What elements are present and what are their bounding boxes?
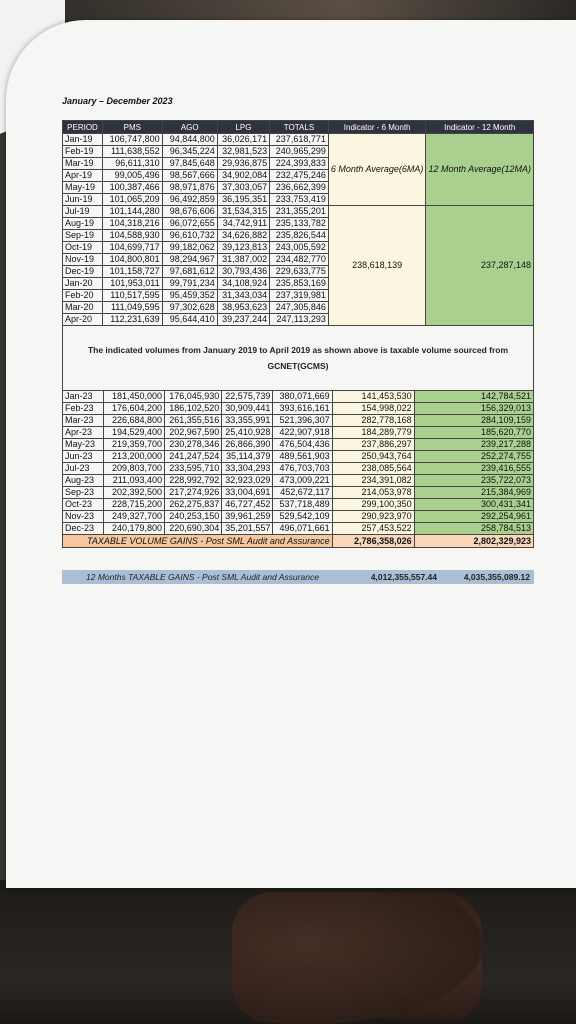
period-cell: Apr-19 xyxy=(63,170,103,182)
ma12-cell: 235,722,073 xyxy=(414,475,533,487)
ago-cell: 99,182,062 xyxy=(162,242,217,254)
pms-cell: 101,158,727 xyxy=(102,266,162,278)
period-cell: Mar-23 xyxy=(63,415,104,427)
ago-cell: 217,274,926 xyxy=(165,487,222,499)
pms-cell: 104,699,717 xyxy=(102,242,162,254)
lpg-cell: 39,123,813 xyxy=(217,242,269,254)
table-row xyxy=(63,206,534,218)
totals-cell: 235,853,169 xyxy=(270,278,329,290)
ma12-cell: 239,416,555 xyxy=(414,463,533,475)
ma6-cell: 238,085,564 xyxy=(332,463,414,475)
totals-cell: 247,305,846 xyxy=(270,302,329,314)
pms-cell: 211,093,400 xyxy=(103,475,164,487)
table-row xyxy=(63,403,534,415)
period-cell: Jun-19 xyxy=(63,194,103,206)
ma12-cell: 239,217,288 xyxy=(414,439,533,451)
ago-cell: 98,676,606 xyxy=(162,206,217,218)
totals-cell: 521,396,307 xyxy=(273,415,332,427)
lpg-cell: 34,626,882 xyxy=(217,230,269,242)
totals-cell: 240,965,299 xyxy=(270,146,329,158)
pms-cell: 101,953,011 xyxy=(102,278,162,290)
ago-cell: 96,345,224 xyxy=(162,146,217,158)
table-row xyxy=(63,511,534,523)
period-cell: Oct-23 xyxy=(63,499,104,511)
ago-cell: 202,967,590 xyxy=(165,427,222,439)
pms-cell: 240,179,800 xyxy=(103,523,164,535)
indicator-12ma-label: 12 Month Average(12MA) xyxy=(426,134,534,206)
ago-cell: 241,247,524 xyxy=(165,451,222,463)
lpg-cell: 39,961,259 xyxy=(222,511,273,523)
pms-cell: 213,200,000 xyxy=(103,451,164,463)
ago-cell: 176,045,930 xyxy=(165,391,222,403)
period-cell: Sep-23 xyxy=(63,487,104,499)
period-cell: Mar-19 xyxy=(63,158,103,170)
gains-6ma: 2,786,358,026 xyxy=(332,535,414,548)
totals-cell: 489,561,903 xyxy=(273,451,332,463)
ma6-cell: 250,943,764 xyxy=(332,451,414,463)
ma6-cell: 184,289,779 xyxy=(332,427,414,439)
period-cell: Mar-20 xyxy=(63,302,103,314)
totals-cell: 233,753,419 xyxy=(270,194,329,206)
pms-cell: 104,800,801 xyxy=(102,254,162,266)
totals-cell: 452,672,117 xyxy=(273,487,332,499)
lpg-cell: 26,866,390 xyxy=(222,439,273,451)
totals-cell: 422,907,918 xyxy=(273,427,332,439)
table-row xyxy=(63,415,534,427)
lpg-cell: 35,114,379 xyxy=(222,451,273,463)
table-row xyxy=(63,487,534,499)
table-row xyxy=(63,134,534,146)
ma12-cell: 215,384,969 xyxy=(414,487,533,499)
period-cell: Nov-23 xyxy=(63,511,104,523)
pms-cell: 219,359,700 xyxy=(103,439,164,451)
ma12-cell: 300,431,341 xyxy=(414,499,533,511)
ma12-cell: 284,109,159 xyxy=(414,415,533,427)
lpg-cell: 33,304,293 xyxy=(222,463,273,475)
ma6-cell: 299,100,350 xyxy=(332,499,414,511)
pms-cell: 194,529,400 xyxy=(103,427,164,439)
table-row xyxy=(63,427,534,439)
totals-cell: 231,355,201 xyxy=(270,206,329,218)
table-row xyxy=(63,499,534,511)
table-row xyxy=(63,391,534,403)
ago-cell: 240,253,150 xyxy=(165,511,222,523)
totals-cell: 393,616,161 xyxy=(273,403,332,415)
totals-cell: 224,393,833 xyxy=(270,158,329,170)
document-heading: January – December 2023 xyxy=(62,96,173,106)
period-cell: Dec-23 xyxy=(63,523,104,535)
pms-cell: 110,517,595 xyxy=(102,290,162,302)
table-body-2023 xyxy=(63,391,534,535)
lpg-cell: 30,909,441 xyxy=(222,403,273,415)
totals-cell: 229,633,775 xyxy=(270,266,329,278)
ma12-cell: 292,254,961 xyxy=(414,511,533,523)
totals-cell: 529,542,109 xyxy=(273,511,332,523)
totals-cell: 476,703,703 xyxy=(273,463,332,475)
ago-cell: 95,644,410 xyxy=(162,314,217,326)
ago-cell: 98,294,967 xyxy=(162,254,217,266)
period-cell: Jan-20 xyxy=(63,278,103,290)
period-cell: Jan-23 xyxy=(63,391,104,403)
lpg-cell: 38,953,623 xyxy=(217,302,269,314)
col-ind12: Indicator - 12 Month xyxy=(426,121,534,134)
ago-cell: 96,492,859 xyxy=(162,194,217,206)
ma6-cell: 154,998,022 xyxy=(332,403,414,415)
table-row xyxy=(63,451,534,463)
gains-12ma: 2,802,329,923 xyxy=(414,535,533,548)
period-cell: Jan-19 xyxy=(63,134,103,146)
gains-label: TAXABLE VOLUME GAINS - Post SML Audit and Assurance xyxy=(63,535,333,548)
ago-cell: 94,844,800 xyxy=(162,134,217,146)
lpg-cell: 31,387,002 xyxy=(217,254,269,266)
pms-cell: 249,327,700 xyxy=(103,511,164,523)
twelve-month-gains-bar xyxy=(62,570,534,584)
period-cell: Jul-23 xyxy=(63,463,104,475)
totals-cell: 236,662,399 xyxy=(270,182,329,194)
gains-row xyxy=(63,535,534,548)
ago-cell: 233,595,710 xyxy=(165,463,222,475)
ago-cell: 99,791,234 xyxy=(162,278,217,290)
ago-cell: 97,681,612 xyxy=(162,266,217,278)
ma6-cell: 290,923,970 xyxy=(332,511,414,523)
table-body-2019 xyxy=(63,134,534,326)
indicator-6ma-label: 6 Month Average(6MA) xyxy=(328,134,426,206)
period-cell: Sep-19 xyxy=(63,230,103,242)
twelve-month-gains-12ma: 4,035,355,089.12 xyxy=(463,572,530,582)
totals-cell: 537,718,489 xyxy=(273,499,332,511)
lpg-cell: 35,201,557 xyxy=(222,523,273,535)
period-cell: Feb-19 xyxy=(63,146,103,158)
lpg-cell: 32,981,523 xyxy=(217,146,269,158)
pms-cell: 104,318,216 xyxy=(102,218,162,230)
indicator-6ma-value: 238,618,139 xyxy=(328,206,426,326)
lpg-cell: 30,793,436 xyxy=(217,266,269,278)
ago-cell: 220,690,304 xyxy=(165,523,222,535)
lpg-cell: 34,108,924 xyxy=(217,278,269,290)
pms-cell: 106,747,800 xyxy=(102,134,162,146)
period-cell: Feb-20 xyxy=(63,290,103,302)
col-ago: AGO xyxy=(162,121,217,134)
totals-cell: 237,319,981 xyxy=(270,290,329,302)
totals-cell: 380,071,669 xyxy=(273,391,332,403)
pms-cell: 111,638,552 xyxy=(102,146,162,158)
lpg-cell: 36,026,171 xyxy=(217,134,269,146)
ma6-cell: 237,886,297 xyxy=(332,439,414,451)
ago-cell: 228,992,792 xyxy=(165,475,222,487)
lpg-cell: 22,575,739 xyxy=(222,391,273,403)
lpg-cell: 34,742,911 xyxy=(217,218,269,230)
ma6-cell: 282,778,168 xyxy=(332,415,414,427)
pms-cell: 111,049,595 xyxy=(102,302,162,314)
pms-cell: 181,450,000 xyxy=(103,391,164,403)
ma12-cell: 252,274,755 xyxy=(414,451,533,463)
period-cell: Nov-19 xyxy=(63,254,103,266)
ma6-cell: 257,453,522 xyxy=(332,523,414,535)
pms-cell: 96,611,310 xyxy=(102,158,162,170)
totals-cell: 232,475,246 xyxy=(270,170,329,182)
lpg-cell: 32,923,029 xyxy=(222,475,273,487)
col-period: PERIOD xyxy=(63,121,103,134)
totals-cell: 235,133,782 xyxy=(270,218,329,230)
pms-cell: 100,387,466 xyxy=(102,182,162,194)
period-cell: Aug-19 xyxy=(63,218,103,230)
ma12-cell: 185,620,770 xyxy=(414,427,533,439)
ago-cell: 261,355,516 xyxy=(165,415,222,427)
volumes-table-2023 xyxy=(62,390,534,548)
ago-cell: 98,971,876 xyxy=(162,182,217,194)
lpg-cell: 46,727,452 xyxy=(222,499,273,511)
table-row xyxy=(63,463,534,475)
lpg-cell: 31,534,315 xyxy=(217,206,269,218)
period-cell: Aug-23 xyxy=(63,475,104,487)
document-content xyxy=(62,96,538,584)
lpg-cell: 33,355,991 xyxy=(222,415,273,427)
totals-cell: 234,482,770 xyxy=(270,254,329,266)
ago-cell: 96,072,655 xyxy=(162,218,217,230)
indicator-12ma-value: 237,287,148 xyxy=(426,206,534,326)
period-cell: Apr-20 xyxy=(63,314,103,326)
ago-cell: 95,459,352 xyxy=(162,290,217,302)
pms-cell: 202,392,500 xyxy=(103,487,164,499)
lpg-cell: 34,902,084 xyxy=(217,170,269,182)
col-ind6: Indicator - 6 Month xyxy=(328,121,426,134)
ago-cell: 186,102,520 xyxy=(165,403,222,415)
period-cell: Apr-23 xyxy=(63,427,104,439)
col-totals: TOTALS xyxy=(270,121,329,134)
twelve-month-gains-label: 12 Months TAXABLE GAINS - Post SML Audit and Assurance xyxy=(86,572,319,582)
table-row xyxy=(63,439,534,451)
pms-cell: 101,065,209 xyxy=(102,194,162,206)
pms-cell: 99,005,496 xyxy=(102,170,162,182)
totals-cell: 476,504,436 xyxy=(273,439,332,451)
table-row xyxy=(63,475,534,487)
ago-cell: 230,278,346 xyxy=(165,439,222,451)
ma12-cell: 156,329,013 xyxy=(414,403,533,415)
totals-cell: 235,826,544 xyxy=(270,230,329,242)
totals-cell: 496,071,661 xyxy=(273,523,332,535)
lpg-cell: 31,343,034 xyxy=(217,290,269,302)
lpg-cell: 37,303,057 xyxy=(217,182,269,194)
twelve-month-gains-6ma: 4,012,355,557.44 xyxy=(370,572,437,582)
source-note: The indicated volumes from January 2019 to April 2019 as shown above is taxable volume sourced from GCNET(GCMS) xyxy=(62,326,534,390)
pms-cell: 101,144,280 xyxy=(102,206,162,218)
pms-cell: 209,803,700 xyxy=(103,463,164,475)
period-cell: Oct-19 xyxy=(63,242,103,254)
ago-cell: 97,845,648 xyxy=(162,158,217,170)
totals-cell: 473,009,221 xyxy=(273,475,332,487)
volumes-table-2019 xyxy=(62,120,534,326)
table-header-row xyxy=(63,121,534,134)
ago-cell: 262,275,837 xyxy=(165,499,222,511)
ma12-cell: 258,784,513 xyxy=(414,523,533,535)
lpg-cell: 33,004,691 xyxy=(222,487,273,499)
period-cell: Jul-19 xyxy=(63,206,103,218)
col-lpg: LPG xyxy=(217,121,269,134)
pms-cell: 226,684,800 xyxy=(103,415,164,427)
lpg-cell: 39,237,244 xyxy=(217,314,269,326)
totals-cell: 247,113,293 xyxy=(270,314,329,326)
lpg-cell: 25,410,928 xyxy=(222,427,273,439)
period-cell: May-23 xyxy=(63,439,104,451)
ago-cell: 98,567,666 xyxy=(162,170,217,182)
totals-cell: 243,005,592 xyxy=(270,242,329,254)
period-cell: May-19 xyxy=(63,182,103,194)
ma12-cell: 142,784,521 xyxy=(414,391,533,403)
lpg-cell: 29,936,875 xyxy=(217,158,269,170)
pms-cell: 176,604,200 xyxy=(103,403,164,415)
pms-cell: 104,588,930 xyxy=(102,230,162,242)
ma6-cell: 214,053,978 xyxy=(332,487,414,499)
pms-cell: 228,715,200 xyxy=(103,499,164,511)
ma6-cell: 234,391,082 xyxy=(332,475,414,487)
ago-cell: 97,302,628 xyxy=(162,302,217,314)
col-pms: PMS xyxy=(102,121,162,134)
feet-photo-region xyxy=(232,892,482,1024)
totals-cell: 237,618,771 xyxy=(270,134,329,146)
ago-cell: 96,610,732 xyxy=(162,230,217,242)
period-cell: Dec-19 xyxy=(63,266,103,278)
ma6-cell: 141,453,530 xyxy=(332,391,414,403)
table-row xyxy=(63,523,534,535)
pms-cell: 112,231,639 xyxy=(102,314,162,326)
lpg-cell: 36,195,351 xyxy=(217,194,269,206)
period-cell: Feb-23 xyxy=(63,403,104,415)
period-cell: Jun-23 xyxy=(63,451,104,463)
